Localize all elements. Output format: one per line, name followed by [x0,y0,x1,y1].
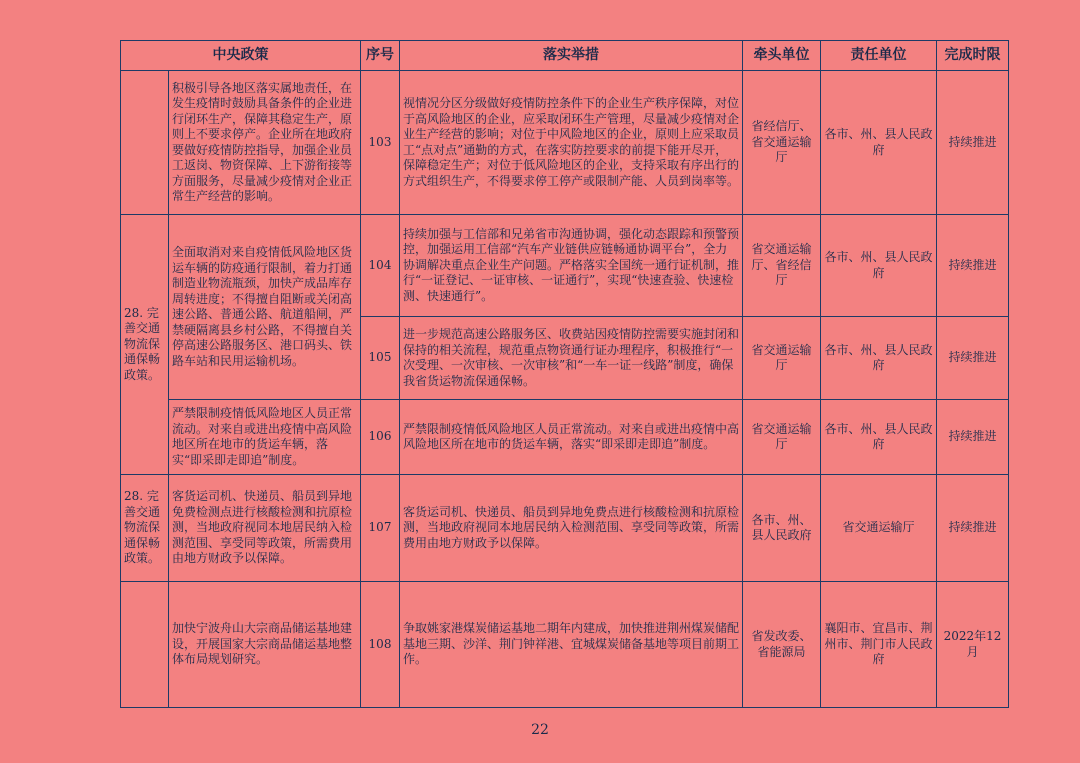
responsible-unit-cell: 各市、州、县人民政府 [821,215,937,317]
header-policy: 中央政策 [121,41,361,71]
header-no: 序号 [361,41,400,71]
page-number: 22 [531,722,549,738]
table-row [121,475,1009,582]
policy-cell: 全面取消对来自疫情低风险地区货运车辆的防疫通行限制，着力打通制造业物流瓶颈，加快产成品库存周转进度；不得擅自阻断或关闭高速公路、普通公路、航道船闸，严禁硬隔离县乡村公路，不得擅自关停高速公路服务区、港口码头、铁路车站和民用运输机场。 [169,215,361,400]
table-row [121,400,1009,475]
table-header-row [121,41,1009,71]
policy-cell: 客货运司机、快递员、船员到异地免费检测点进行核酸检测和抗原检测，当地政府视同本地居民纳入检测范围、享受同等政策，所需费用由地方财政予以保障。 [169,475,361,582]
lead-unit-cell: 省经信厅、省交通运输厅 [743,71,821,215]
deadline-cell: 持续推进 [937,400,1009,475]
table-row [121,71,1009,215]
measure-cell: 严禁限制疫情低风险地区人员正常流动。对来自或进出疫情中高风险地区所在地市的货运车辆，落实“即采即走即追”制度。 [400,400,743,475]
header-lead: 牵头单位 [743,41,821,71]
header-deadline: 完成时限 [937,41,1009,71]
row-number: 107 [361,475,400,582]
table-row [121,215,1009,317]
lead-unit-cell: 各市、州、县人民政府 [743,475,821,582]
lead-unit-cell: 省交通运输厅、省经信厅 [743,215,821,317]
deadline-cell: 持续推进 [937,215,1009,317]
row-number: 103 [361,71,400,215]
category-cell: 28. 完善交通物流保通保畅政策。 [121,215,169,475]
header-resp: 责任单位 [821,41,937,71]
row-number: 105 [361,317,400,400]
responsible-unit-cell: 襄阳市、宜昌市、荆州市、荆门市人民政府 [821,582,937,708]
category-cell: 28. 完善交通物流保通保畅政策。 [121,475,169,582]
category-cell-empty [121,582,169,708]
policy-cell: 严禁限制疫情低风险地区人员正常流动。对来自或进出疫情中高风险地区所在地市的货运车辆，落实“即采即走即追”制度。 [169,400,361,475]
responsible-unit-cell: 各市、州、县人民政府 [821,71,937,215]
lead-unit-cell: 省交通运输厅 [743,400,821,475]
lead-unit-cell: 省交通运输厅 [743,317,821,400]
measure-cell: 进一步规范高速公路服务区、收费站因疫情防控需要实施封闭和保持的相关流程，规范重点物资通行证办理程序，积极推行“一次受理、一次审核、一次审核”和“一车一证一线路”制度，确保我省货运物流保通保畅。 [400,317,743,400]
lead-unit-cell: 省发改委、省能源局 [743,582,821,708]
measure-cell: 客货运司机、快递员、船员到异地免费点进行核酸检测和抗原检测，当地政府视同本地居民纳入检测范围、享受同等政策，所需费用由地方财政予以保障。 [400,475,743,582]
deadline-cell: 持续推进 [937,71,1009,215]
category-cell-empty [121,71,169,215]
policy-table [120,40,1009,708]
responsible-unit-cell: 各市、州、县人民政府 [821,400,937,475]
measure-cell: 视情况分区分级做好疫情防控条件下的企业生产秩序保障，对位于高风险地区的企业，应采取闭环生产管理，尽量减少疫情对企业生产经营的影响；对位于中风险地区的企业，原则上应采取员工“点对点”通勤的方式，在落实防控要求的前提下能开尽开，保障稳定生产；对位于低风险地区的企业，支持采取有序出行的方式组织生产，不得要求停工停产或限制产能、人员到岗率等。 [400,71,743,215]
header-measure: 落实举措 [400,41,743,71]
deadline-cell: 持续推进 [937,317,1009,400]
row-number: 108 [361,582,400,708]
policy-cell: 积极引导各地区落实属地责任，在发生疫情时鼓励具备条件的企业进行闭环生产，保障其稳定生产，原则上不要求停产。企业所在地政府要做好疫情防控指导，加强企业员工返岗、物资保障、上下游衔接等方面服务，尽量减少疫情对企业正常生产经营的影响。 [169,71,361,215]
table-row [121,582,1009,708]
policy-cell: 加快宁波舟山大宗商品储运基地建设，开展国家大宗商品储运基地整体布局规划研究。 [169,582,361,708]
measure-cell: 争取姚家港煤炭储运基地二期年内建成，加快推进荆州煤炭储配基地三期、沙洋、荆门钟祥港、宜城煤炭储备基地等项目前期工作。 [400,582,743,708]
measure-cell: 持续加强与工信部和兄弟省市沟通协调，强化动态跟踪和预警预控，加强运用工信部“汽车产业链供应链畅通协调平台”，全力协调解决重点企业生产问题。严格落实全国统一通行证机制，推行“一证登记、一证审核、一证通行”，实现“快速查验、快速检测、快速通行”。 [400,215,743,317]
row-number: 104 [361,215,400,317]
responsible-unit-cell: 各市、州、县人民政府 [821,317,937,400]
deadline-cell: 2022年12月 [937,582,1009,708]
row-number: 106 [361,400,400,475]
deadline-cell: 持续推进 [937,475,1009,582]
responsible-unit-cell: 省交通运输厅 [821,475,937,582]
